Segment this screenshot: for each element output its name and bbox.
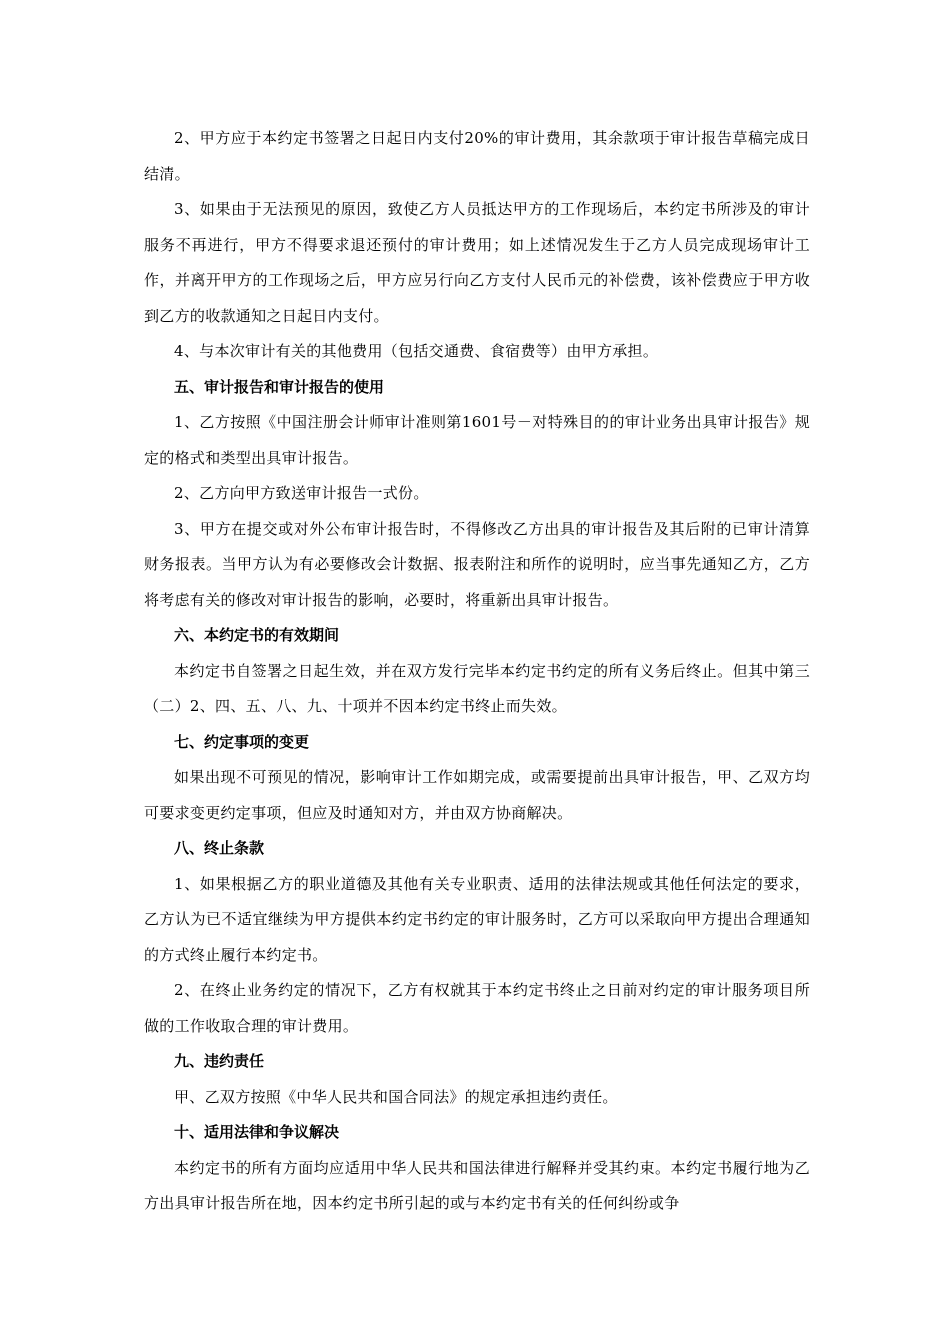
section-heading-audit-report-use: 五、审计报告和审计报告的使用 bbox=[174, 377, 385, 396]
paragraph-report-copies: 2、乙方向甲方致送审计报告一式份。 bbox=[174, 484, 429, 502]
paragraph-liability: 甲、乙双方按照《中华人民共和国合同法》的规定承担违约责任。 bbox=[174, 1087, 618, 1106]
section-heading-changes: 七、约定事项的变更 bbox=[174, 732, 310, 751]
paragraph-other-expenses: 4、与本次审计有关的其他费用（包括交通费、食宿费等）由甲方承担。 bbox=[174, 342, 659, 360]
paragraph-report-format: 1、乙方按照《中国注册会计师审计准则第1601号－对特殊目的的审计业务出具审计报告》规定的格式和类型出具审计报告。 bbox=[144, 413, 810, 467]
paragraph-validity: 本约定书自签署之日起生效，并在双方发行完毕本约定书约定的所有义务后终止。但其中第三（二）2、四、五、八、九、十项并不因本约定书终止而失效。 bbox=[144, 661, 810, 715]
paragraph-governing-law: 本约定书的所有方面均应适用中华人民共和国法律进行解释并受其约束。本约定书履行地为乙方出具审计报告所在地，因本约定书所引起的或与本约定书有关的任何纠纷或争 bbox=[144, 1158, 810, 1212]
paragraph-payment-schedule: 2、甲方应于本约定书签署之日起日内支付20%的审计费用，其余款项于审计报告草稿完成日结清。 bbox=[144, 129, 810, 183]
paragraph-termination-fees: 2、在终止业务约定的情况下，乙方有权就其于本约定书终止之日前对约定的审计服务项目所做的工作收取合理的审计费用。 bbox=[144, 981, 810, 1035]
section-heading-termination: 八、终止条款 bbox=[174, 839, 265, 857]
paragraph-report-modification: 3、甲方在提交或对外公布审计报告时，不得修改乙方出具的审计报告及其后附的已审计清算财务报表。当甲方认为有必要修改会计数据、报表附注和所作的说明时，应当事先通知乙方，乙方将考虑有关的修改对审计报告的影响，必要时，将重新出具审计报告。 bbox=[144, 519, 810, 609]
paragraph-termination-conditions: 1、如果根据乙方的职业道德及其他有关专业职责、适用的法律法规或其他任何法定的要求，乙方认为已不适宜继续为甲方提供本约定书约定的审计服务时，乙方可以采取向甲方提出合理通知的方式终止履行本约定书。 bbox=[144, 874, 810, 964]
paragraph-changes: 如果出现不可预见的情况，影响审计工作如期完成，或需要提前出具审计报告，甲、乙双方均可要求变更约定事项，但应及时通知对方，并由双方协商解决。 bbox=[144, 768, 810, 822]
paragraph-unforeseen-circumstances: 3、如果由于无法预见的原因，致使乙方人员抵达甲方的工作现场后，本约定书所涉及的审计服务不再进行，甲方不得要求退还预付的审计费用；如上述情况发生于乙方人员完成现场审计工作，并离开甲方的工作现场之后，甲方应另行向乙方支付人民币元的补偿费，该补偿费应于甲方收到乙方的收款通知之日起日内支付。 bbox=[144, 200, 810, 325]
section-heading-liability: 九、违约责任 bbox=[174, 1052, 265, 1070]
section-heading-validity-period: 六、本约定书的有效期间 bbox=[174, 626, 340, 644]
section-heading-governing-law: 十、适用法律和争议解决 bbox=[174, 1123, 340, 1141]
